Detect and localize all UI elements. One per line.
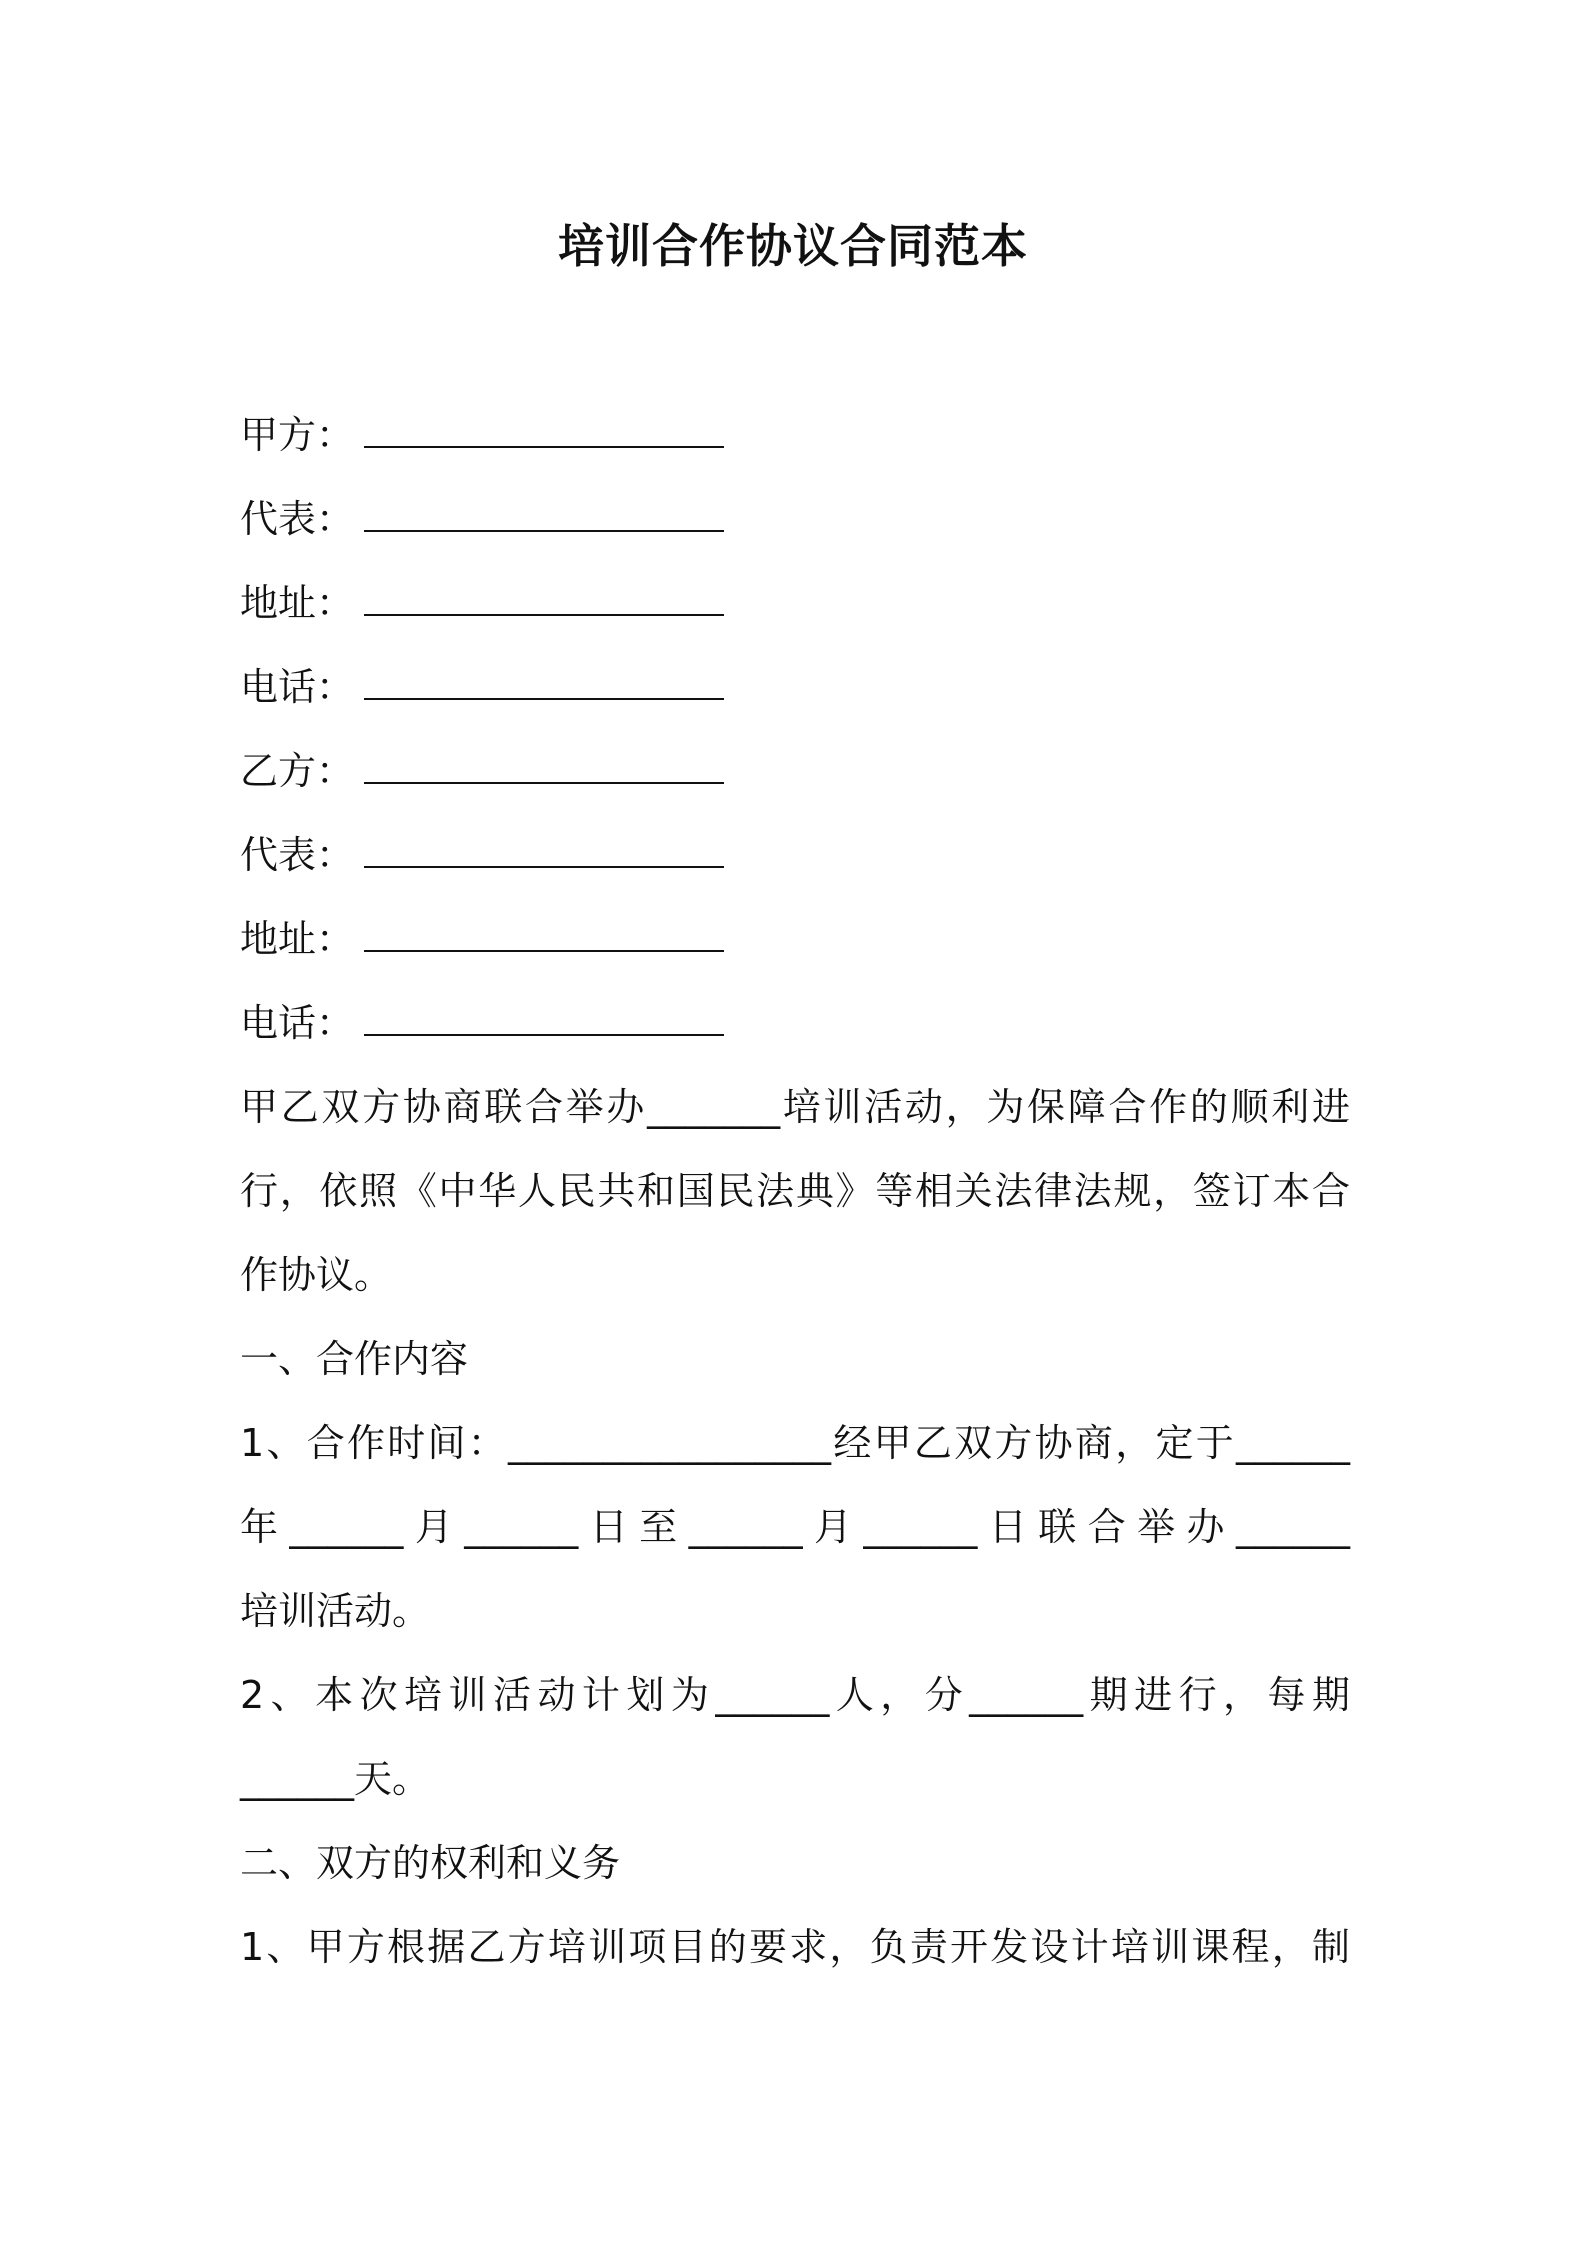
party-a-rep-field: [240, 494, 1350, 544]
section-heading-rights: 二、双方的权利和义务: [240, 1841, 621, 1885]
clause-text-line: 培训活动。: [240, 1589, 431, 1633]
fill-blank: [364, 746, 724, 784]
field-label: 代表：: [240, 833, 355, 877]
clause-text-line: 1、合作时间：_________________经甲乙双方协商，定于______: [240, 1421, 1350, 1465]
party-a-name-field: [240, 410, 1350, 460]
fill-blank: [364, 998, 724, 1036]
fill-blank: [364, 830, 724, 868]
section-heading-cooperation: 一、合作内容: [240, 1337, 469, 1381]
fill-blank: [364, 578, 724, 616]
fill-blank: [364, 494, 724, 532]
field-label: 电话：: [240, 665, 355, 709]
field-label: 地址：: [240, 581, 355, 625]
intro-paragraph-line: 作协议。: [240, 1253, 393, 1297]
field-label: 地址：: [240, 917, 355, 961]
fill-blank: [364, 410, 724, 448]
field-label: 代表：: [240, 497, 355, 541]
clause-text-line: 年______月______日至______月______日联合举办______: [240, 1505, 1350, 1549]
fill-blank: [364, 662, 724, 700]
party-b-phone-field: [240, 998, 1350, 1048]
field-label: 乙方：: [240, 749, 355, 793]
field-label: 电话：: [240, 1001, 355, 1045]
party-b-rep-field: [240, 830, 1350, 880]
fill-blank: [364, 914, 724, 952]
party-b-name-field: [240, 746, 1350, 796]
intro-paragraph-line: 甲乙双方协商联合举办_______培训活动，为保障合作的顺利进: [240, 1085, 1350, 1129]
clause-text-line: 1、甲方根据乙方培训项目的要求，负责开发设计培训课程，制: [240, 1925, 1350, 1969]
party-a-phone-field: [240, 662, 1350, 712]
field-label: 甲方：: [240, 413, 355, 457]
document-title: 培训合作协议合同范本: [558, 219, 1028, 273]
clause-text-line: 2、本次培训活动计划为______人，分______期进行，每期: [240, 1673, 1350, 1717]
party-b-address-field: [240, 914, 1350, 964]
clause-text-line: ______天。: [240, 1757, 431, 1801]
party-a-address-field: [240, 578, 1350, 628]
intro-paragraph-line: 行，依照《中华人民共和国民法典》等相关法律法规，签订本合: [240, 1169, 1350, 1213]
